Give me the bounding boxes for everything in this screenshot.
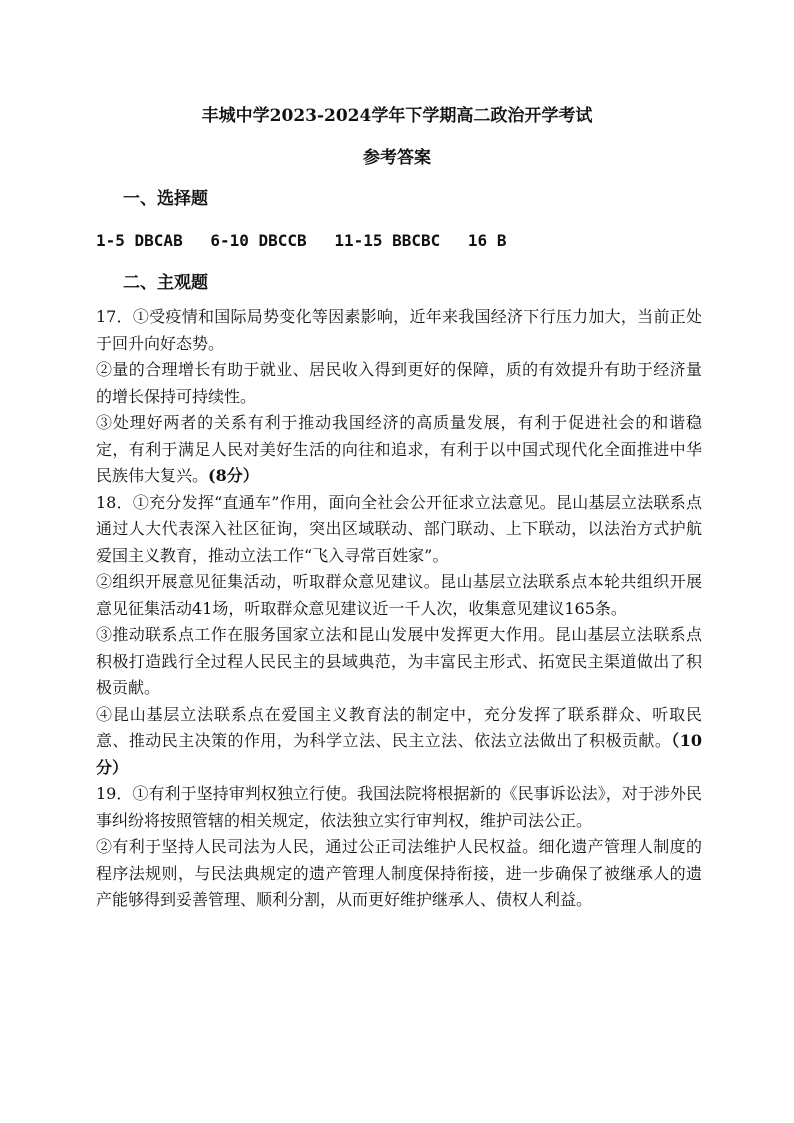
q19-point-2: ②有利于坚持人民司法为人民，通过公正司法维护人民权益。细化遗产管理人制度的程序法规则，与民法典规定的遗产管理人制度保持衔接，进一步确保了被继承人的遗产能够得到妥善管理、顺利分割，从而更好维护继承人、债权人利益。 — [96, 837, 702, 909]
q17-score: (8分） — [208, 466, 259, 485]
q18-point-4 — [96, 702, 702, 782]
q18-score: （10分） — [96, 731, 702, 777]
q17-point-1: 17．①受疫情和国际局势变化等因素影响，近年来我国经济下行压力加大，当前正处于回升向好态势。 — [96, 307, 702, 353]
q18-point-4-text: ④昆山基层立法联系点在爱国主义教育法的制定中，充分发挥了联系群众、听取民意、推动民主决策的作用，为科学立法、民主立法、依法立法做出了积极贡献。 — [96, 704, 702, 750]
section-heading-subjective: 二、主观题 — [123, 273, 208, 293]
answers-group-1-5: 1-5 DBCAB — [96, 231, 183, 250]
answers-group-16: 16 B — [467, 231, 507, 250]
q17-point-3 — [96, 410, 702, 490]
q17-point-3-text: ③处理好两者的关系有利于推动我国经济的高质量发展，有利于促进社会的和谐稳定，有利于满足人民对美好生活的向往和追求，有利于以中国式现代化全面推进中华民族伟大复兴。 — [96, 413, 702, 485]
section-heading-choice: 一、选择题 — [123, 189, 208, 209]
q17-point-2: ②量的合理增长有助于就业、居民收入得到更好的保障，质的有效提升有助于经济量的增长保持可持续性。 — [96, 360, 702, 406]
q19-point-1: 19．①有利于坚持审判权独立行使。我国法院将根据新的《民事诉讼法》，对于涉外民事纠纷将按照管辖的相关规定，依法独立实行审判权，维护司法公正。 — [96, 784, 702, 830]
q18-point-2: ②组织开展意见征集活动，听取群众意见建议。昆山基层立法联系点本轮共组织开展意见征集活动41场，听取群众意见建议近一千人次，收集意见建议165条。 — [96, 572, 702, 618]
answers-group-6-10: 6-10 DBCCB — [210, 231, 307, 250]
choice-answers-line — [96, 229, 506, 253]
subjective-answers — [96, 304, 702, 914]
document-title: 丰城中学2023-2024学年下学期高二政治开学考试 — [201, 106, 593, 126]
q18-point-1: 18．①充分发挥“直通车”作用，面向全社会公开征求立法意见。昆山基层立法联系点通过人大代表深入社区征询，突出区域联动、部门联动、上下联动，以法治方式护航爱国主义教育，推动立法工作“飞入寻常百姓家”。 — [96, 492, 702, 565]
answers-group-11-15: 11-15 BBCBC — [334, 231, 441, 250]
document-subtitle: 参考答案 — [363, 148, 431, 168]
q18-point-3: ③推动联系点工作在服务国家立法和昆山发展中发挥更大作用。昆山基层立法联系点积极打造践行全过程人民民主的县域典范，为丰富民主形式、拓宽民主渠道做出了积极贡献。 — [96, 625, 702, 697]
